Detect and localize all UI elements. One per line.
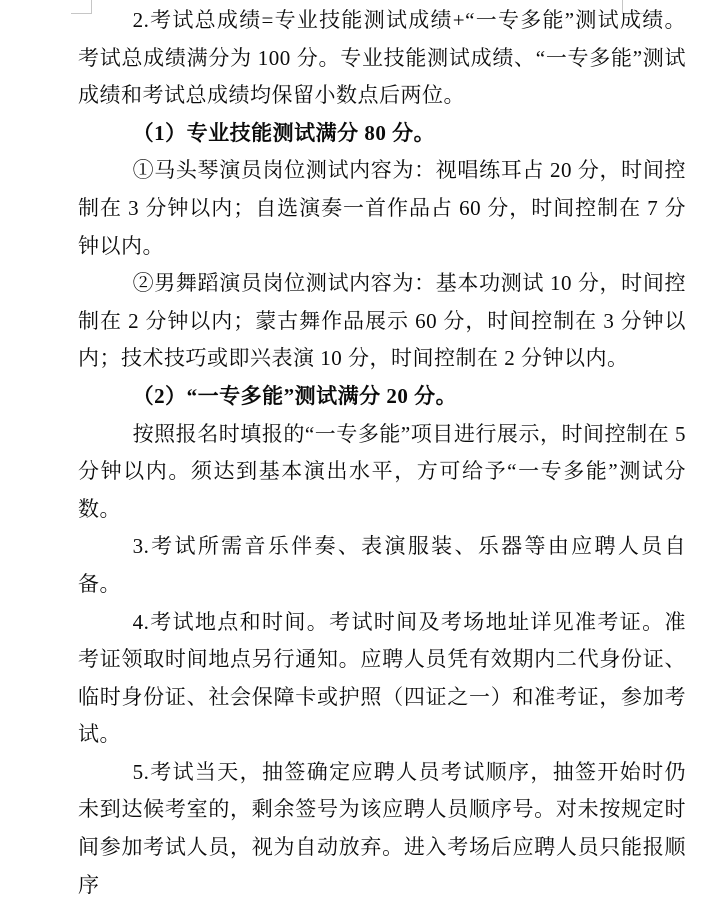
heading-multi-skill-full-score: （2）“一专多能”测试满分 20 分。	[132, 383, 458, 408]
heading-skill-test-full-score: （1）专业技能测试满分 80 分。	[132, 120, 436, 145]
para-self-provided-items: 3.考试所需音乐伴奏、表演服装、乐器等由应聘人员自备。	[78, 534, 686, 596]
document-body	[78, 2, 686, 904]
para-total-score-formula: 2.考试总成绩=专业技能测试成绩+“一专多能”测试成绩。考试总成绩满分为 100 分。专业技能测试成绩、“一专多能”测试成绩和考试总成绩均保留小数点后两位。	[78, 8, 686, 108]
para-exam-location-time: 4.考试地点和时间。考试时间及考场地址详见准考证。准考证领取时间地点另行通知。应聘人员凭有效期内二代身份证、临时身份证、社会保障卡或护照（四证之一）和准考证，参加考试。	[78, 609, 686, 747]
para-morin-khuur-performer-test: ①马头琴演员岗位测试内容为：视唱练耳占 20 分，时间控制在 3 分钟以内；自选演奏一首作品占 60 分，时间控制在 7 分钟以内。	[78, 158, 686, 258]
para-male-dancer-test: ②男舞蹈演员岗位测试内容为：基本功测试 10 分，时间控制在 2 分钟以内；蒙古舞作品展示 60 分，时间控制在 3 分钟以内；技术技巧或即兴表演 10 分，时间控制在 2 分钟以内。	[78, 271, 686, 371]
para-multi-skill-display-rule: 按照报名时填报的“一专多能”项目进行展示，时间控制在 5 分钟以内。须达到基本演出水平，方可给予“一专多能”测试分数。	[78, 421, 686, 521]
para-exam-day-draw-order: 5.考试当天，抽签确定应聘人员考试顺序，抽签开始时仍未到达候考室的，剩余签号为该应聘人员顺序号。对未按规定时间参加考试人员，视为自动放弃。进入考场后应聘人员只能报顺序	[78, 759, 686, 897]
